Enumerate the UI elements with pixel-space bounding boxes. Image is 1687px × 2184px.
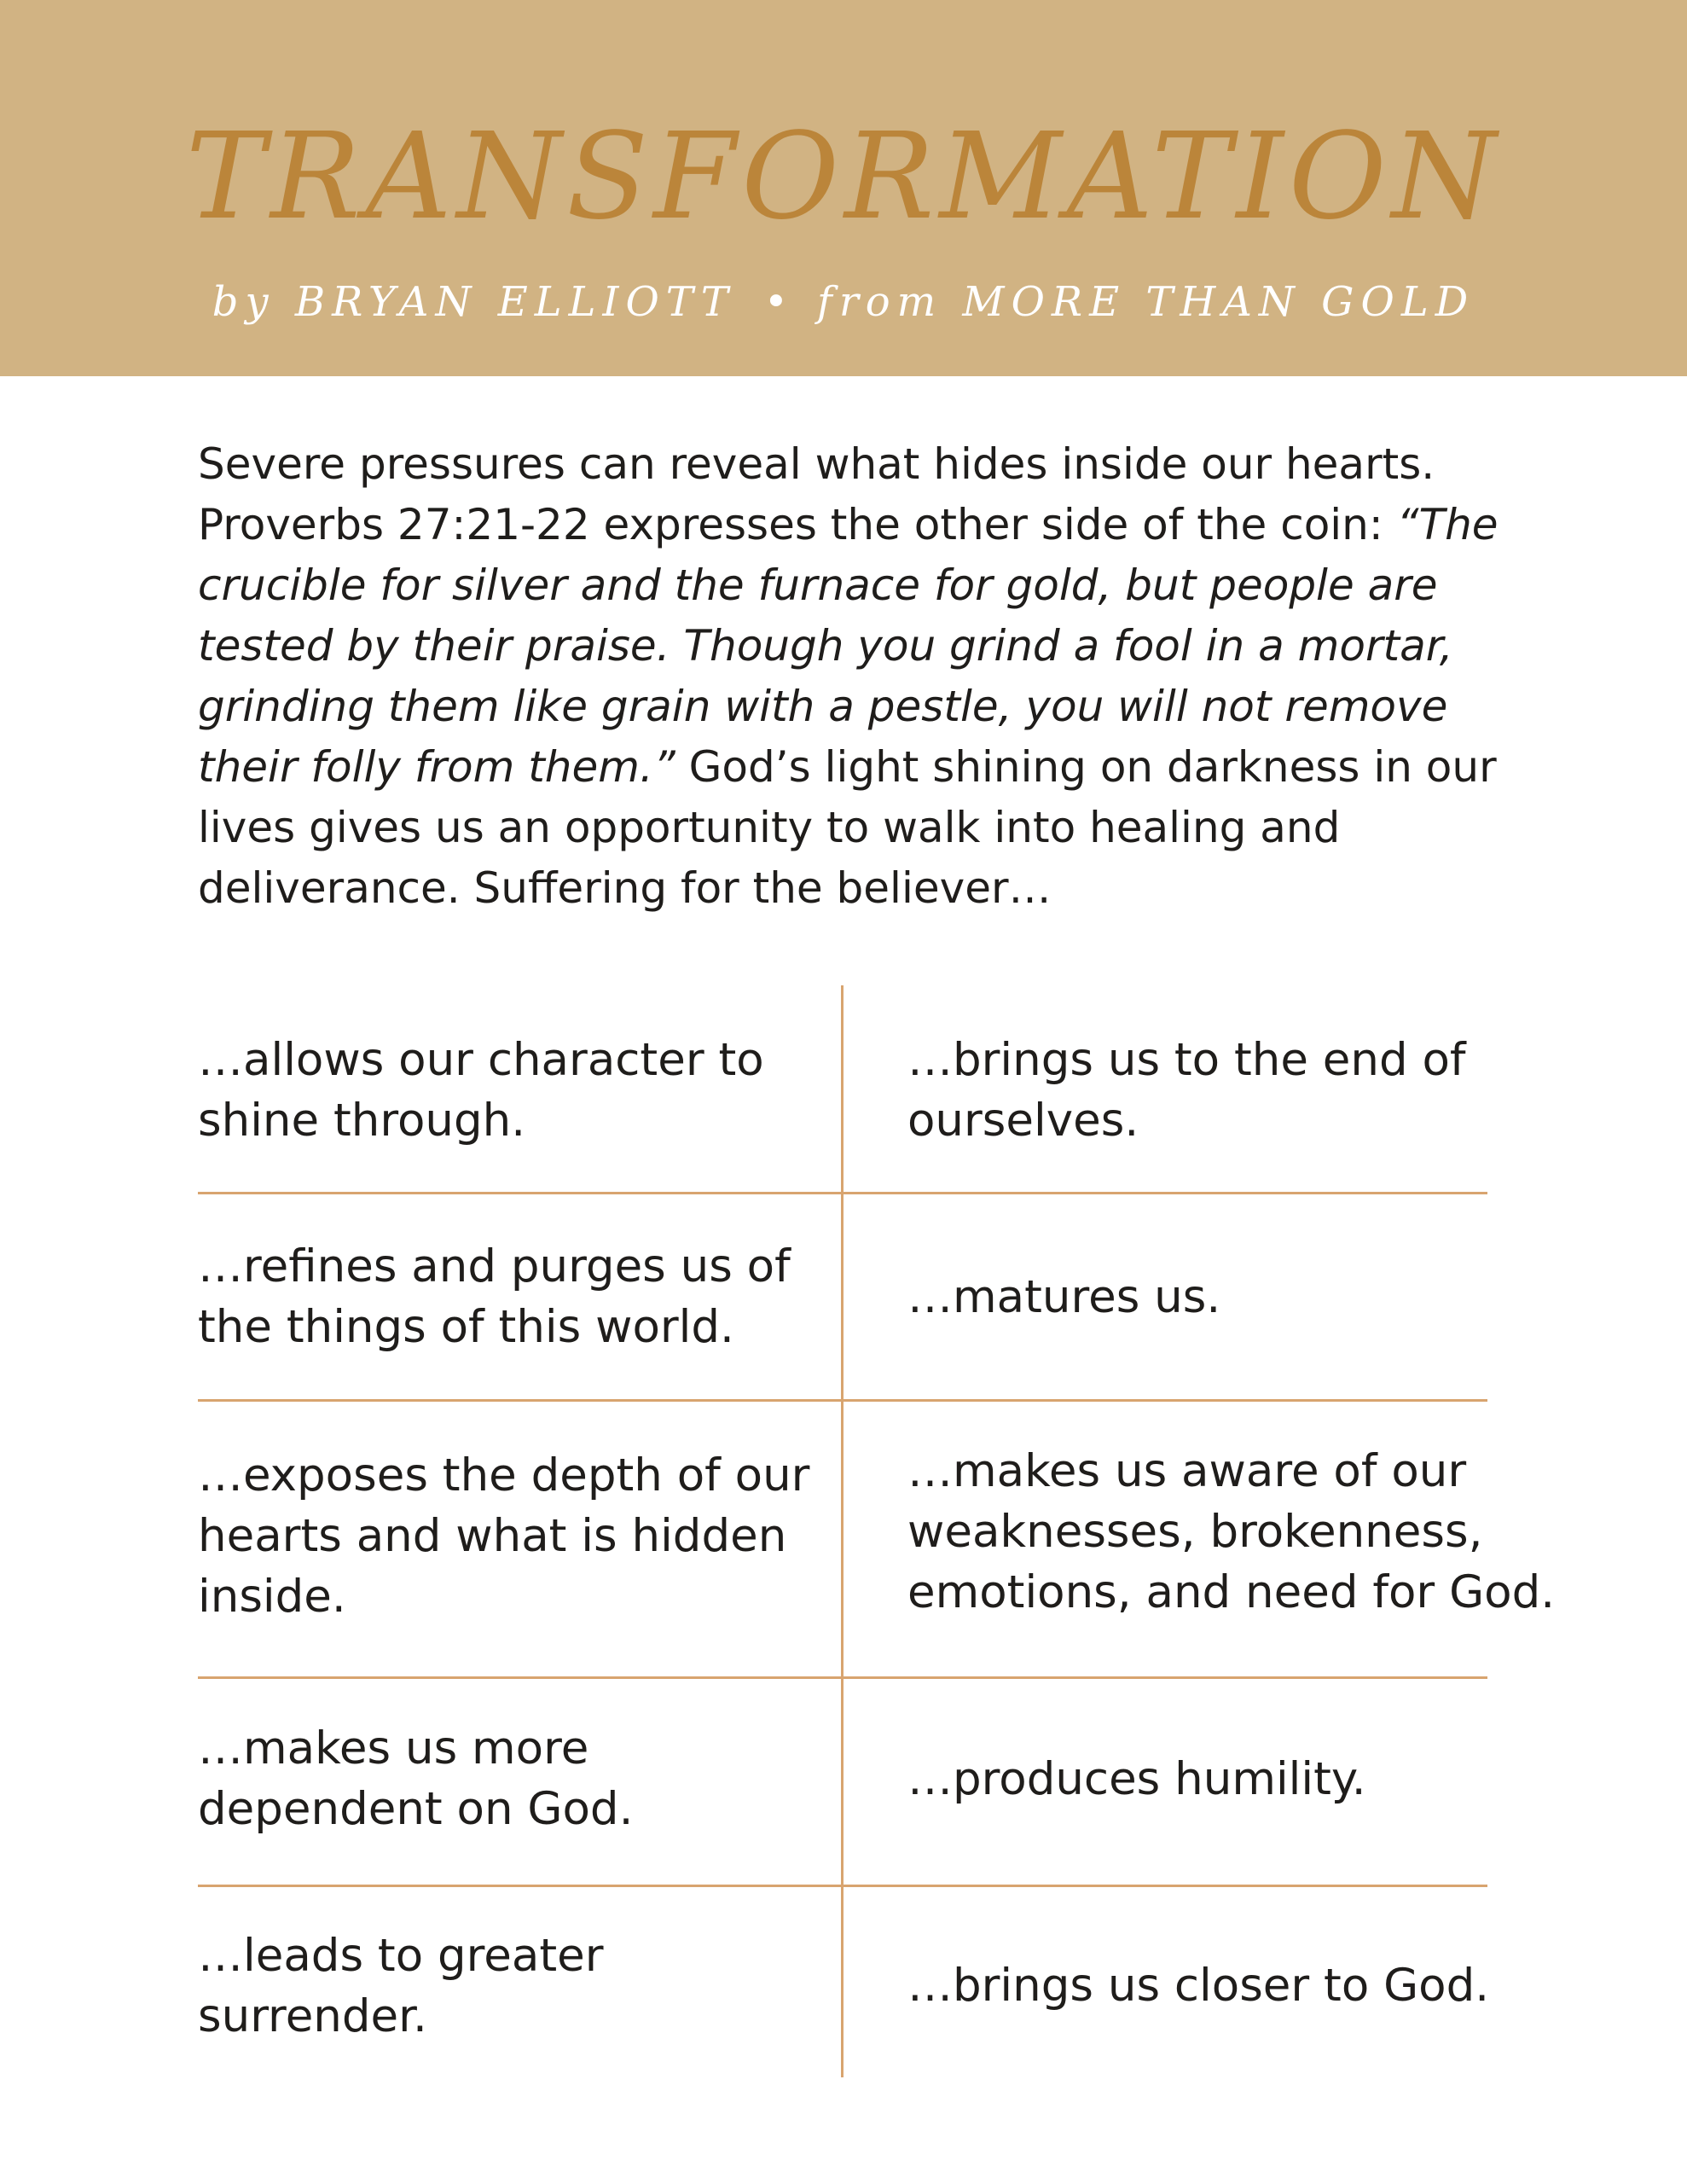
page-title: TRANSFORMATION — [185, 107, 1502, 247]
grid-row-divider-3 — [198, 1676, 1487, 1679]
header-banner — [0, 0, 1687, 376]
grid-cell-left-1: …allows our character to shine through. — [198, 1033, 764, 1147]
grid-cell-left-5: …leads to greater surrender. — [198, 1929, 604, 2042]
grid-row-divider-2 — [198, 1399, 1487, 1402]
grid-cell-right-3: …makes us aware of our weaknesses, brokenness, emotions, and need for God. — [907, 1444, 1556, 1618]
grid-vertical-divider — [841, 985, 844, 2077]
grid-cell-left-3: …exposes the depth of our hearts and what is hidden inside. — [198, 1449, 810, 1623]
grid-row-divider-1 — [198, 1192, 1487, 1194]
grid-cell-right-1: …brings us to the end of ourselves. — [907, 1033, 1466, 1147]
grid-cell-right-2: …matures us. — [907, 1270, 1221, 1323]
grid-cell-right-5: …brings us closer to God. — [907, 1960, 1490, 2012]
intro-quote: “The crucible for silver and the furnace for gold, but people are tested by their praise. Though you grind a fool in a mortar, grinding them like grain with a pestle, you will not remove their folly from them.” — [198, 500, 1499, 792]
intro-lead: Severe pressures can reveal what hides inside our hearts. Proverbs 27:21-22 expresses the other side of the coin: — [198, 439, 1435, 549]
intro-rest: God’s light shining on darkness in our lives gives us an opportunity to walk into healing and deliverance. Suffering for the believer… — [198, 742, 1497, 913]
intro-paragraph — [198, 434, 1545, 919]
grid-cell-right-4: …produces humility. — [907, 1752, 1366, 1805]
byline-separator: • — [763, 278, 789, 326]
byline-author: by BRYAN ELLIOTT — [212, 278, 735, 326]
grid-row-divider-4 — [198, 1885, 1487, 1887]
byline-source: from MORE THAN GOLD — [817, 278, 1475, 326]
grid-cell-left-2: …refines and purges us of the things of this world. — [198, 1240, 791, 1353]
suffering-grid — [198, 985, 1556, 2077]
grid-cell-left-4: …makes us more dependent on God. — [198, 1722, 634, 1835]
byline — [0, 275, 1687, 329]
